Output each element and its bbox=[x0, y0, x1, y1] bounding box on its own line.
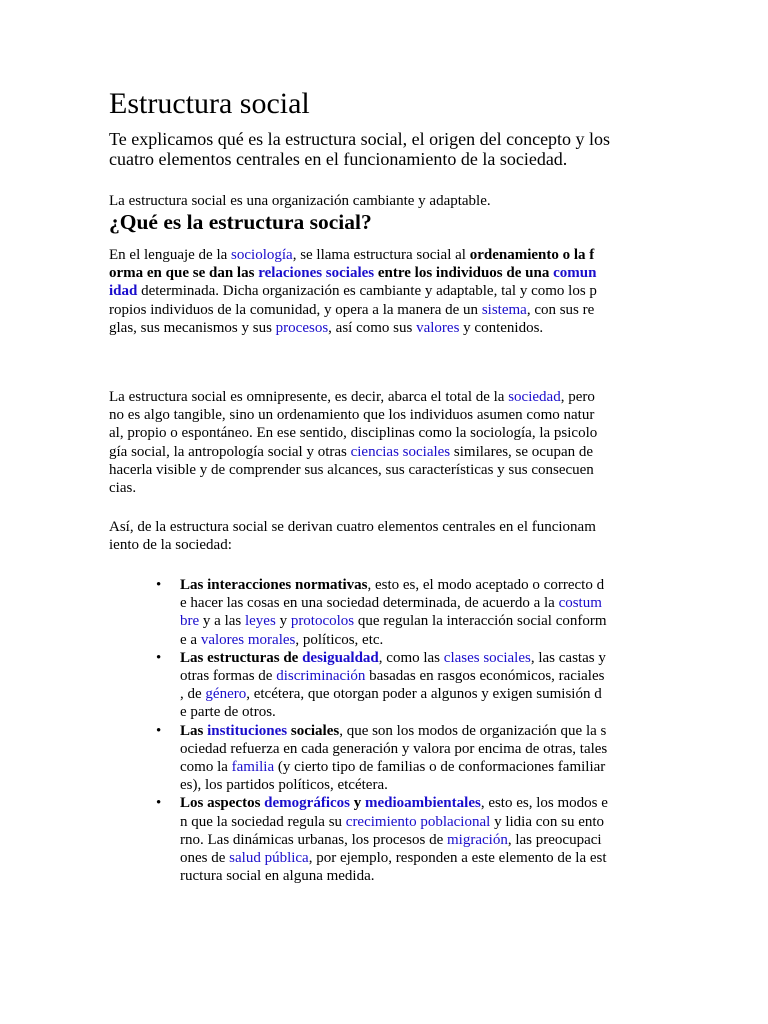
list-line bbox=[180, 813, 666, 831]
text-span: n que la sociedad regula su bbox=[180, 813, 346, 830]
text-span: , que son los modos de organización que la s bbox=[339, 722, 607, 739]
paragraph-elementos bbox=[109, 518, 669, 554]
paragraph-line bbox=[109, 443, 669, 461]
text-span: En el lenguaje de la bbox=[109, 247, 232, 263]
text-span: , como las bbox=[378, 649, 444, 666]
paragraph-line: no es algo tangible, sino un ordenamiento que los individuos asumen como natur bbox=[109, 407, 595, 424]
link-crecimiento-poblacional[interactable]: crecimiento poblacional bbox=[345, 813, 491, 830]
bullet-icon: • bbox=[156, 795, 162, 812]
link-relaciones-sociales[interactable]: relaciones sociales bbox=[258, 265, 375, 282]
text-span: glas, sus mecanismos y sus bbox=[109, 319, 276, 336]
text-span: gía social, la antropología social y otras bbox=[109, 443, 351, 460]
paragraph-omnipresente bbox=[109, 388, 669, 497]
text-span: , las castas y bbox=[530, 649, 606, 666]
text-span: , con sus re bbox=[526, 301, 595, 318]
text-span: , se llama estructura social al bbox=[292, 247, 470, 263]
section-heading: ¿Qué es la estructura social? bbox=[109, 210, 372, 234]
bullet-icon: • bbox=[156, 649, 162, 666]
text-span: , las preocupaci bbox=[507, 831, 602, 848]
paragraph-line bbox=[109, 246, 669, 264]
text-span: , esto es, los modos e bbox=[480, 795, 608, 812]
paragraph-line: Así, de la estructura social se derivan cuatro elementos centrales en el funcionam bbox=[109, 519, 596, 535]
bold-text: ordenamiento o la f bbox=[469, 247, 595, 263]
paragraph-line: hacerla visible y de comprender sus alcances, sus características y sus consecuen bbox=[109, 461, 594, 478]
text-span: , así como sus bbox=[328, 319, 417, 336]
link-instituciones[interactable]: instituciones bbox=[207, 722, 288, 739]
list-line bbox=[180, 649, 666, 667]
paragraph-line: iento de la sociedad: bbox=[109, 537, 232, 554]
bullet-icon: • bbox=[156, 722, 162, 739]
link-medioambientales[interactable]: medioambientales bbox=[364, 795, 481, 812]
link-desigualdad[interactable]: desigualdad bbox=[302, 649, 379, 666]
link-costumbre[interactable]: costum bbox=[558, 595, 602, 612]
text-span: que regulan la interacción social conform bbox=[354, 613, 607, 630]
link-demograficos[interactable]: demográficos bbox=[264, 795, 350, 812]
list-line bbox=[180, 794, 666, 812]
link-leyes[interactable]: leyes bbox=[244, 613, 276, 630]
list-line bbox=[180, 849, 666, 867]
paragraph-line bbox=[109, 388, 669, 406]
list-item bbox=[146, 794, 666, 885]
text-span: y bbox=[275, 613, 291, 630]
list-line: e parte de otros. bbox=[180, 704, 276, 721]
link-costumbre-cont[interactable]: bre bbox=[180, 613, 200, 630]
text-span: , pero bbox=[560, 389, 595, 405]
bullet-icon: • bbox=[156, 577, 162, 593]
paragraph-line: cias. bbox=[109, 480, 137, 497]
text-span: y contenidos. bbox=[459, 319, 544, 336]
list-item bbox=[146, 649, 666, 722]
elements-list bbox=[146, 576, 666, 885]
bold-text: Las estructuras de bbox=[180, 649, 303, 666]
text-span: (y cierto tipo de familias o de conformaciones familiar bbox=[274, 759, 606, 776]
link-discriminacion[interactable]: discriminación bbox=[276, 668, 366, 685]
text-span: , políticos, etc. bbox=[295, 631, 384, 648]
link-sociedad[interactable]: sociedad bbox=[508, 389, 561, 405]
text-span: rno. Las dinámicas urbanas, los procesos de bbox=[180, 831, 448, 848]
list-line bbox=[180, 612, 666, 630]
text-span: ropios individuos de la comunidad, y opera a la manera de un bbox=[109, 301, 482, 318]
bold-text: Los aspectos bbox=[180, 795, 265, 812]
link-protocolos[interactable]: protocolos bbox=[290, 613, 355, 630]
link-valores-morales[interactable]: valores morales bbox=[200, 631, 296, 648]
text-span: ones de bbox=[180, 850, 230, 867]
paragraph-line bbox=[109, 319, 669, 337]
list-item bbox=[146, 576, 666, 649]
bold-text: orma en que se dan las bbox=[109, 265, 259, 282]
paragraph-line bbox=[109, 282, 669, 300]
link-sistema[interactable]: sistema bbox=[481, 301, 527, 318]
bold-text: sociales bbox=[287, 722, 340, 739]
link-salud-publica[interactable]: salud pública bbox=[229, 850, 309, 867]
link-comunidad-cont[interactable]: idad bbox=[109, 283, 138, 300]
bold-text: Las bbox=[180, 722, 208, 739]
link-migracion[interactable]: migración bbox=[447, 831, 508, 848]
text-span: y lidia con su ento bbox=[490, 813, 605, 830]
page-title: Estructura social bbox=[109, 87, 310, 120]
bold-text: y bbox=[349, 795, 365, 812]
link-familia[interactable]: familia bbox=[231, 759, 275, 776]
link-clases-sociales[interactable]: clases sociales bbox=[443, 649, 531, 666]
link-ciencias-sociales[interactable]: ciencias sociales bbox=[350, 443, 451, 460]
paragraph-definition bbox=[109, 246, 669, 337]
text-span: otras formas de bbox=[180, 668, 277, 685]
subtitle bbox=[109, 129, 649, 169]
list-line: ructura social en alguna medida. bbox=[180, 868, 375, 885]
subtitle-line: cuatro elementos centrales en el funcionamiento de la sociedad. bbox=[109, 149, 568, 169]
list-line bbox=[180, 685, 666, 703]
text-span: , por ejemplo, responden a este elemento de la est bbox=[308, 850, 607, 867]
text-span: y a las bbox=[199, 613, 245, 630]
text-span: La estructura social es omnipresente, es decir, abarca el total de la bbox=[109, 389, 509, 405]
list-line bbox=[180, 831, 666, 849]
paragraph-line bbox=[109, 301, 669, 319]
list-line: ociedad refuerza en cada generación y valora por encima de otras, tales bbox=[180, 740, 608, 757]
text-span: como la bbox=[180, 759, 232, 776]
text-span: , esto es, el modo aceptado o correcto d bbox=[367, 577, 605, 593]
text-span: determinada. Dicha organización es cambiante y adaptable, tal y como los p bbox=[137, 283, 597, 300]
text-span: similares, se ocupan de bbox=[450, 443, 594, 460]
text-span: basadas en rasgos económicos, raciales bbox=[365, 668, 605, 685]
list-item bbox=[146, 722, 666, 795]
text-span: e hacer las cosas en una sociedad determinada, de acuerdo a la bbox=[180, 595, 559, 612]
intro-text: La estructura social es una organización cambiante y adaptable. bbox=[109, 193, 491, 209]
subtitle-line: Te explicamos qué es la estructura social, el origen del concepto y los bbox=[109, 129, 611, 149]
list-line bbox=[180, 722, 666, 740]
list-line bbox=[180, 758, 666, 776]
list-line bbox=[180, 631, 666, 649]
list-line bbox=[180, 576, 666, 594]
list-line bbox=[180, 667, 666, 685]
link-valores[interactable]: valores bbox=[416, 319, 460, 336]
list-line: es), los partidos políticos, etcétera. bbox=[180, 777, 388, 794]
text-span: , de bbox=[180, 686, 206, 703]
bold-text: Las interacciones normativas bbox=[180, 577, 368, 593]
bold-text: entre los individuos de una bbox=[374, 265, 554, 282]
text-span: , etcétera, que otorgan poder a algunos y exigen sumisión d bbox=[246, 686, 602, 703]
link-comunidad[interactable]: comun bbox=[553, 265, 597, 282]
paragraph-line: al, propio o espontáneo. En ese sentido, disciplinas como la sociología, la psicolo bbox=[109, 425, 598, 442]
list-line bbox=[180, 594, 666, 612]
text-span: e a bbox=[180, 631, 201, 648]
link-procesos[interactable]: procesos bbox=[275, 319, 329, 336]
link-sociologia[interactable]: sociología bbox=[231, 247, 293, 263]
link-genero[interactable]: género bbox=[205, 686, 247, 703]
paragraph-line bbox=[109, 264, 669, 282]
